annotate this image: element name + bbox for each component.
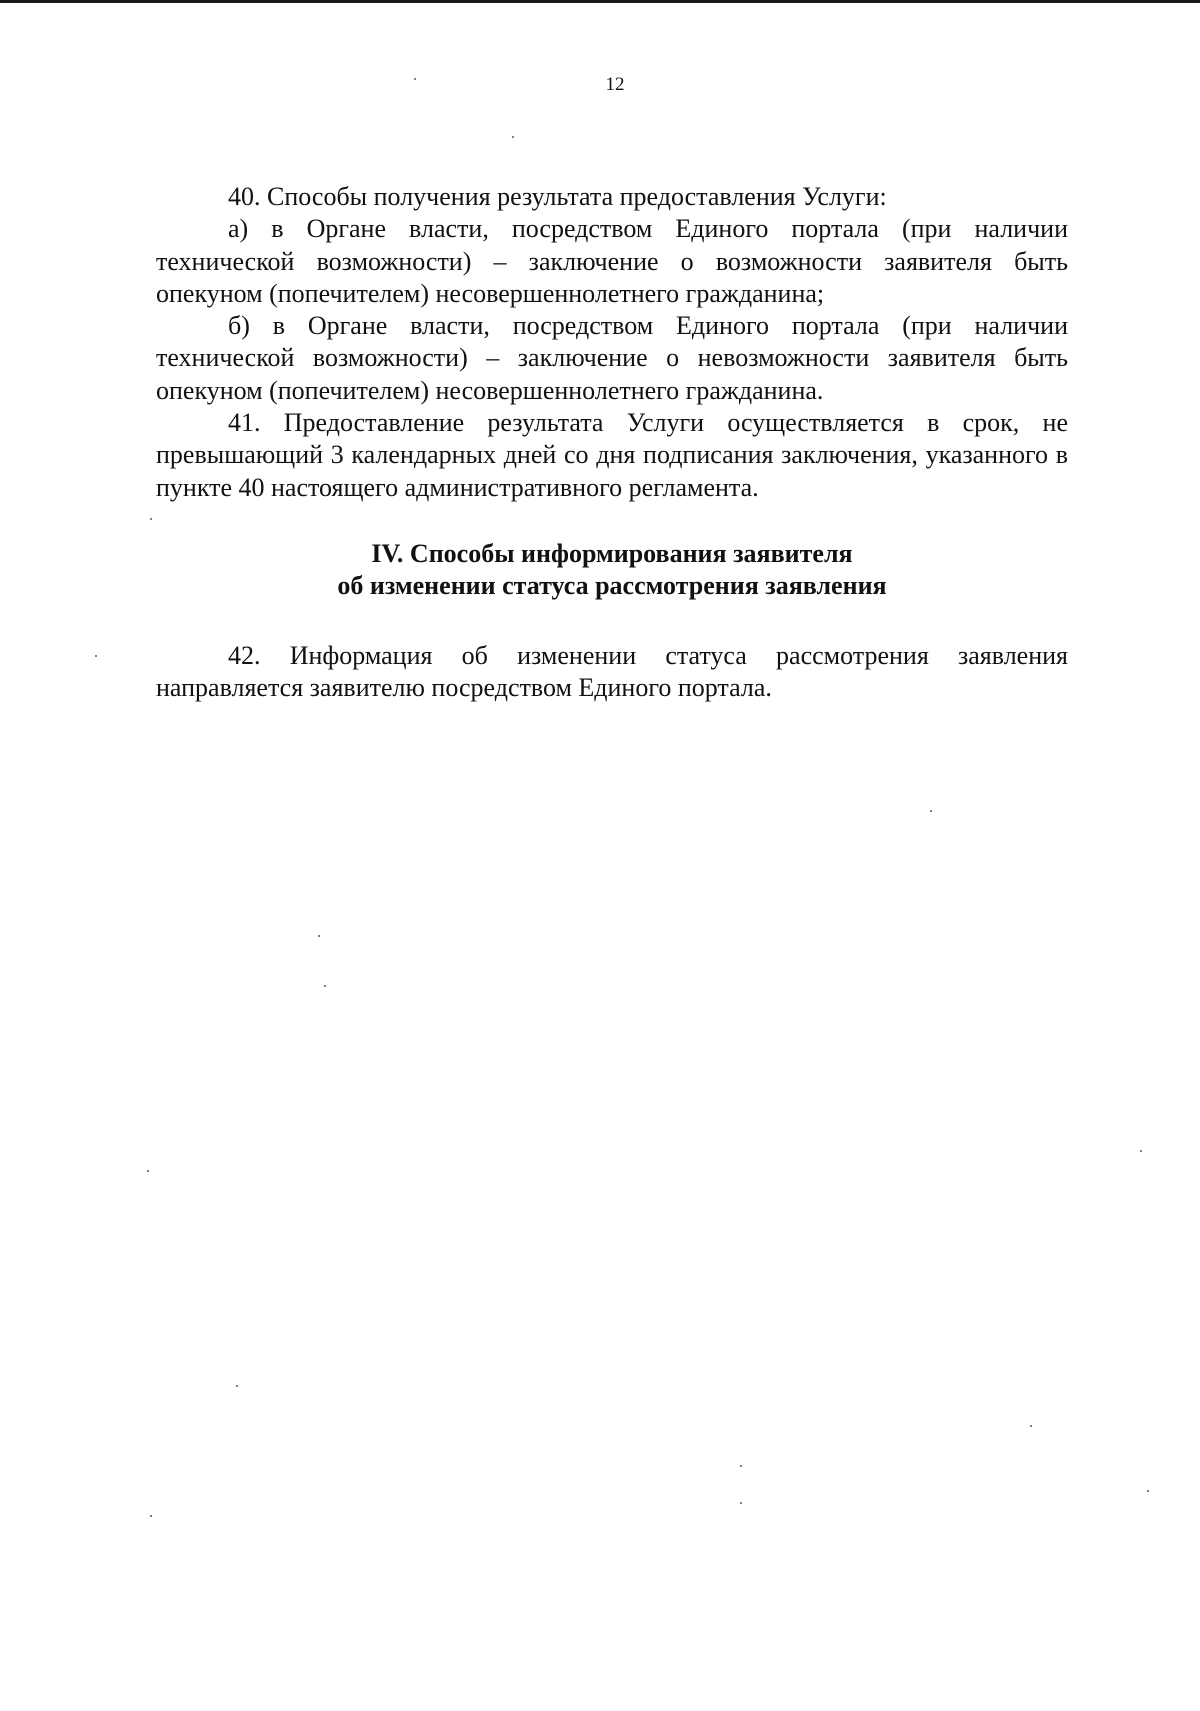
scan-speck [147,1170,149,1172]
paragraph-42: 42. Информация об изменении статуса рассмотрения заявления направляется заявителю посредством Единого портала. [156,641,1068,703]
scan-speck [236,1385,238,1387]
scan-speck [150,1515,152,1517]
scan-top-edge [0,0,1200,3]
scan-speck [740,1502,742,1504]
paragraph-40: 40. Способы получения результата предоставления Услуги: [228,182,887,211]
section-heading-line-1: IV. Способы информирования заявителя [371,539,853,568]
scan-speck [1147,1490,1149,1492]
section-heading [156,538,1068,602]
section-heading-line-2: об изменении статуса рассмотрения заявления [337,571,887,600]
scan-speck [1030,1425,1032,1427]
scan-speck [1140,1150,1142,1152]
scan-speck [512,136,514,138]
page-number: 12 [605,74,625,95]
scan-speck [740,1465,742,1467]
scan-speck [318,935,320,937]
scan-speck [324,985,326,987]
paragraph-41: 41. Предоставление результата Услуги осуществляется в срок, не превышающий 3 календарных дней со дня подписания заключения, указанного в пункте 40 настоящего административного регламента. [156,408,1068,502]
scan-speck [414,78,416,80]
paragraphs-block-1 [156,181,1068,504]
scan-speck [150,518,152,520]
paragraphs-block-2 [156,640,1068,705]
scan-speck [930,810,932,812]
scan-speck [95,655,97,657]
paragraph-40-a: а) в Органе власти, посредством Единого портала (при наличии технической возможности) – заключение о возможности заявителя быть опекуном (попечителем) несовершеннолетнего гражданина; [156,214,1068,308]
paragraph-40-b: б) в Органе власти, посредством Единого портала (при наличии технической возможности) – заключение о невозможности заявителя быть опекуном (попечителем) несовершеннолетнего гражданина. [156,311,1068,405]
